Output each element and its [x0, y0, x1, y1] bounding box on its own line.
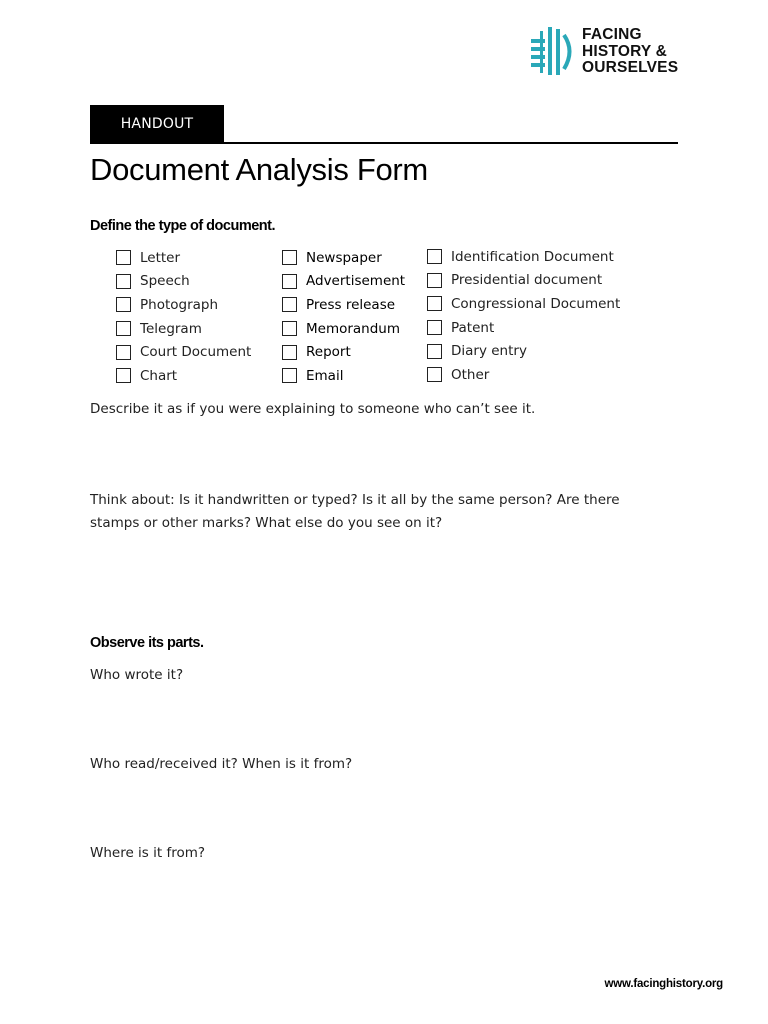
checkbox-row[interactable]: [116, 293, 251, 317]
checkbox[interactable]: [282, 368, 297, 383]
think-about-line-1: Think about: Is it handwritten or typed? Is it all by the same person? Are there: [90, 492, 620, 508]
checkbox-row[interactable]: [427, 245, 620, 269]
describe-prompt: Describe it as if you were explaining to someone who can’t see it.: [90, 401, 536, 417]
facing-history-logo: [531, 27, 691, 77]
checkbox[interactable]: [116, 368, 131, 383]
checkbox[interactable]: [427, 344, 442, 359]
handout-header: [90, 105, 678, 145]
checkbox[interactable]: [427, 273, 442, 288]
checkbox-label: Identification Document: [451, 248, 614, 265]
checkbox-row[interactable]: [282, 246, 405, 270]
observe-heading: Observe its parts.: [90, 635, 204, 651]
checkbox[interactable]: [116, 321, 131, 336]
checkbox[interactable]: [116, 345, 131, 360]
checkbox-label: Patent: [451, 319, 495, 336]
checkbox-label: Court Document: [140, 344, 252, 361]
checkbox-label: Other: [451, 366, 490, 383]
checkbox-label: Press release: [306, 296, 396, 313]
checkbox[interactable]: [116, 250, 131, 265]
checkbox-label: Memorandum: [306, 320, 401, 337]
think-about-line-2: stamps or other marks? What else do you see on it?: [90, 515, 443, 531]
checkbox-label: Photograph: [140, 296, 219, 313]
checkbox-label: Diary entry: [451, 343, 527, 360]
checkbox-label: Congressional Document: [451, 295, 621, 312]
page-title: Document Analysis Form: [90, 152, 428, 187]
checkbox-column-2: [282, 246, 405, 388]
logo-line-2: HISTORY &: [582, 42, 668, 60]
handout-tab: HANDOUT: [90, 105, 224, 143]
checkbox-label: Letter: [140, 249, 181, 266]
checkbox[interactable]: [282, 274, 297, 289]
checkbox[interactable]: [282, 250, 297, 265]
checkbox-row[interactable]: [116, 270, 251, 294]
checkbox-row[interactable]: [282, 340, 405, 364]
checkbox[interactable]: [282, 321, 297, 336]
checkbox-row[interactable]: [282, 293, 405, 317]
checkbox[interactable]: [427, 249, 442, 264]
checkbox-row[interactable]: [427, 316, 620, 340]
checkbox-row[interactable]: [116, 364, 251, 388]
checkbox-row[interactable]: [282, 317, 405, 341]
checkbox-row[interactable]: [116, 317, 251, 341]
checkbox-row[interactable]: [427, 269, 620, 293]
checkbox-label: Advertisement: [306, 273, 406, 290]
logo-line-1: FACING: [582, 26, 642, 43]
question-who-wrote: Who wrote it?: [90, 667, 184, 683]
question-where-from: Where is it from?: [90, 845, 206, 861]
checkbox[interactable]: [116, 274, 131, 289]
define-heading: Define the type of document.: [90, 218, 275, 234]
checkbox-row[interactable]: [282, 364, 405, 388]
checkbox-label: Chart: [140, 367, 178, 384]
checkbox-label: Report: [306, 344, 351, 361]
checkbox[interactable]: [282, 297, 297, 312]
checkbox[interactable]: [427, 320, 442, 335]
checkbox-label: Presidential document: [451, 272, 603, 289]
checkbox-column-1: [116, 246, 251, 388]
checkbox-row[interactable]: [116, 246, 251, 270]
logo-line-3: OURSELVES: [582, 59, 679, 76]
footer-url: www.facinghistory.org: [604, 978, 723, 990]
checkbox[interactable]: [282, 345, 297, 360]
checkbox[interactable]: [427, 296, 442, 311]
logo-wordmark: [582, 27, 678, 77]
checkbox-row[interactable]: [282, 270, 405, 294]
checkbox-row[interactable]: [427, 363, 620, 387]
question-who-received: Who read/received it? When is it from?: [90, 756, 353, 772]
checkbox-row[interactable]: [427, 339, 620, 363]
facing-history-mark-icon: [531, 27, 577, 77]
checkbox-row[interactable]: [116, 340, 251, 364]
checkbox[interactable]: [427, 367, 442, 382]
checkbox-label: Newspaper: [306, 249, 382, 266]
checkbox-column-3: [427, 245, 620, 387]
checkbox-label: Speech: [140, 273, 190, 290]
checkbox-row[interactable]: [427, 292, 620, 316]
checkbox[interactable]: [116, 297, 131, 312]
header-rule: [90, 142, 678, 144]
checkbox-label: Email: [306, 367, 344, 384]
checkbox-label: Telegram: [140, 320, 202, 337]
